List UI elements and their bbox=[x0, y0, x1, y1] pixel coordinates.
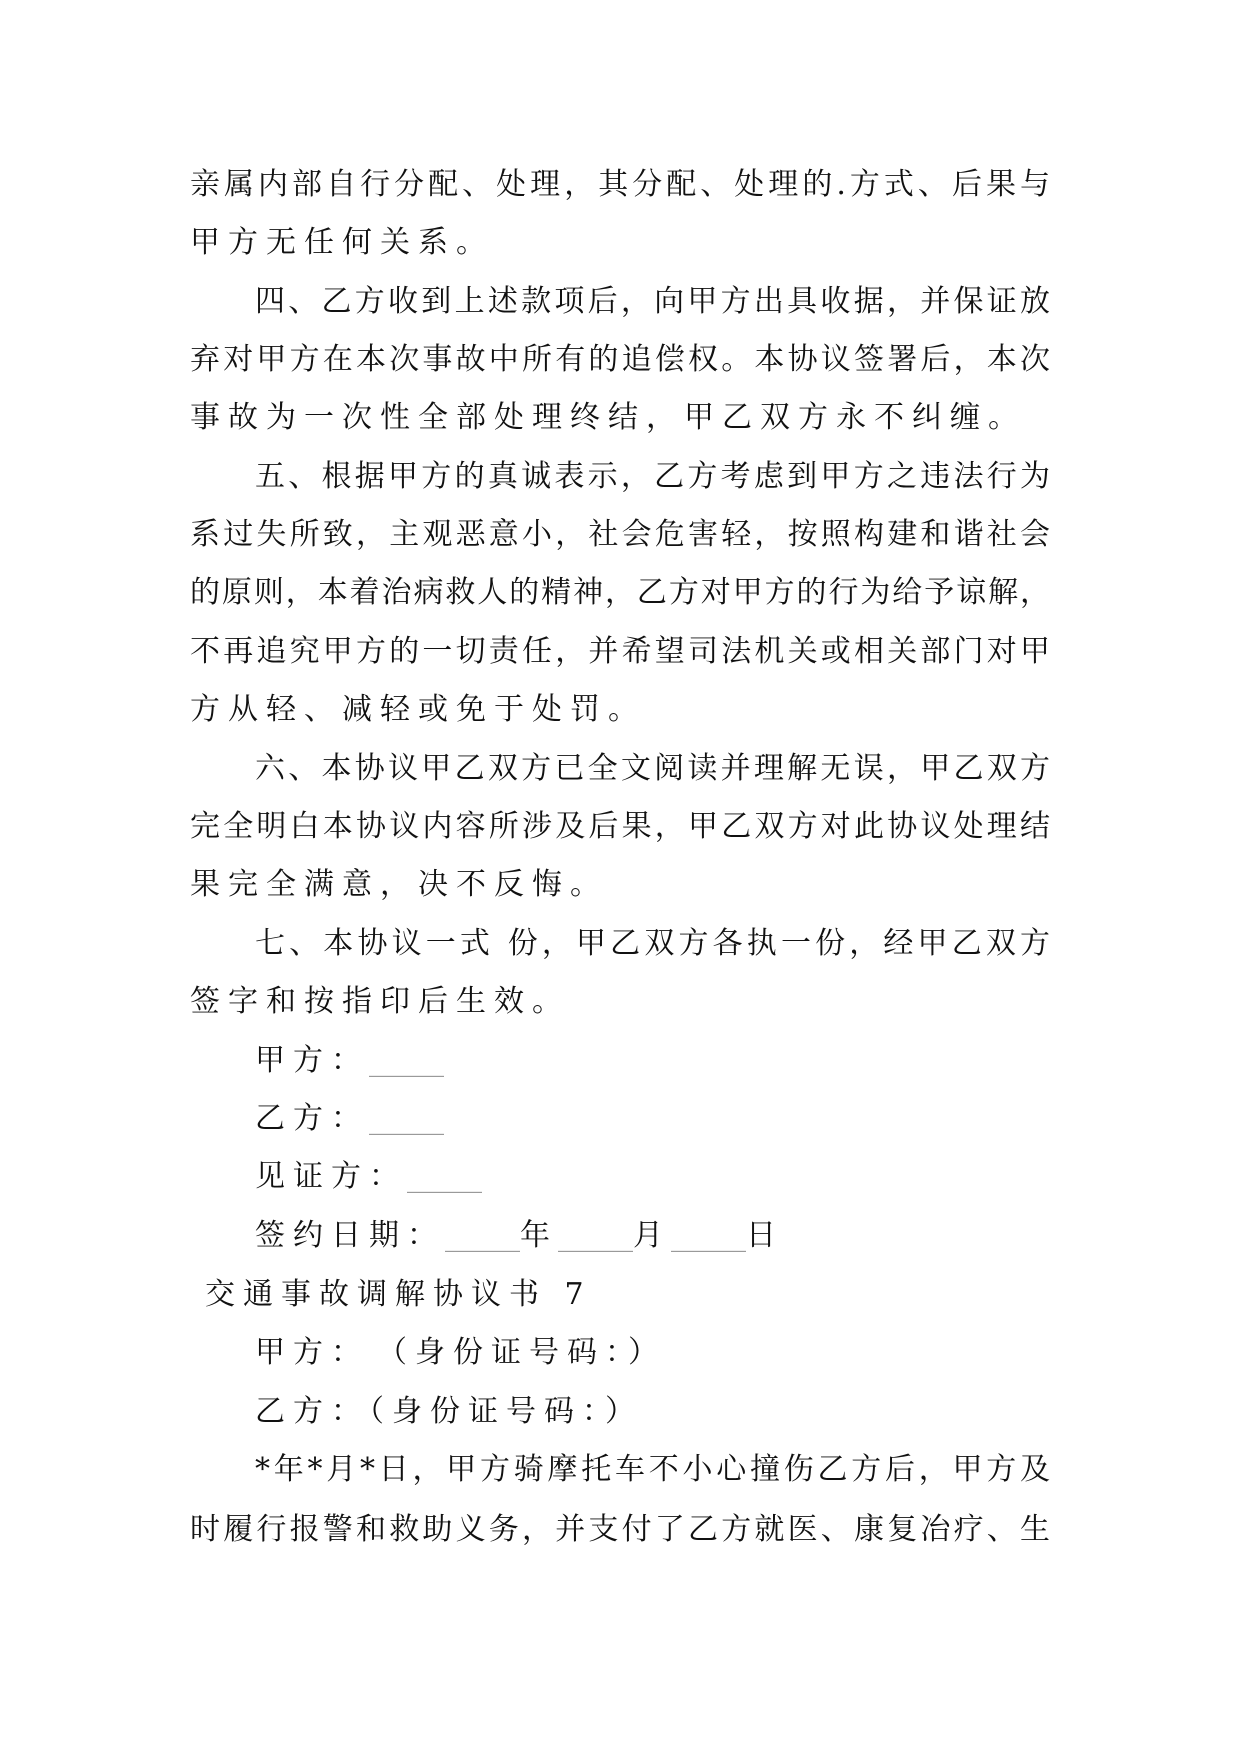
party-a-label: 甲方： bbox=[255, 1043, 369, 1078]
year-label: 年 bbox=[520, 1218, 558, 1253]
blank-field: _____ bbox=[445, 1218, 520, 1253]
clause-4-line: 四、乙方收到上述款项后，向甲方出具收据，并保证放 bbox=[255, 284, 1050, 319]
blank-field: _____ bbox=[369, 1101, 444, 1136]
blank-field: _____ bbox=[369, 1043, 444, 1078]
party-b-label: 乙方： bbox=[255, 1101, 369, 1136]
paragraph-line: 事故为一次性全部处理终结，甲乙双方永不纠缠。 bbox=[190, 400, 1026, 435]
date-label: 签约日期： bbox=[255, 1218, 445, 1253]
paragraph-line: *年*月*日，甲方骑摩托车不小心撞伤乙方后，甲方及 bbox=[255, 1452, 1050, 1487]
clause-6-line: 六、本协议甲乙双方已全文阅读并理解无误，甲乙双方 bbox=[255, 751, 1050, 786]
section-title: 交通事故调解协议书 7 bbox=[205, 1277, 592, 1312]
clause-7-line: 七、本协议一式 份，甲乙双方各执一份，经甲乙双方 bbox=[255, 926, 1050, 961]
blank-field: _____ bbox=[407, 1159, 482, 1194]
clause-5-line: 五、根据甲方的真诚表示，乙方考虑到甲方之违法行为 bbox=[255, 459, 1050, 494]
paragraph-line: 亲属内部自行分配、处理，其分配、处理的.方式、后果与 bbox=[190, 167, 1050, 202]
month-label: 月 bbox=[633, 1218, 671, 1253]
blank-field: _____ bbox=[558, 1218, 633, 1253]
signing-date bbox=[255, 1214, 1050, 1258]
party-a-id-line: 甲方： （身份证号码：） bbox=[255, 1335, 666, 1370]
witness-label: 见证方： bbox=[255, 1159, 407, 1194]
paragraph-line: 方从轻、减轻或免于处罚。 bbox=[190, 692, 646, 727]
paragraph-line: 的原则，本着治病救人的精神，乙方对甲方的行为给予谅解， bbox=[190, 575, 1050, 610]
paragraph-line: 弃对甲方在本次事故中所有的追偿权。本协议签署后，本次 bbox=[190, 342, 1050, 377]
day-label: 日 bbox=[746, 1218, 784, 1253]
paragraph-line: 完全明白本协议内容所涉及后果，甲乙双方对此协议处理结 bbox=[190, 809, 1050, 844]
paragraph-line: 不再追究甲方的一切责任，并希望司法机关或相关部门对甲 bbox=[190, 634, 1050, 669]
party-b-signature bbox=[255, 1097, 1050, 1141]
paragraph-line: 甲方无任何关系。 bbox=[190, 225, 494, 260]
paragraph-line: 时履行报警和救助义务，并支付了乙方就医、康复冶疗、生 bbox=[190, 1512, 1050, 1547]
paragraph-line: 果完全满意，决不反悔。 bbox=[190, 867, 608, 902]
blank-field: _____ bbox=[671, 1218, 746, 1253]
paragraph-line: 系过失所致，主观恶意小，社会危害轻，按照构建和谐社会 bbox=[190, 517, 1050, 552]
party-a-signature bbox=[255, 1039, 1050, 1083]
paragraph-line: 签字和按指印后生效。 bbox=[190, 984, 570, 1019]
party-b-id-line: 乙方：（身份证号码：） bbox=[255, 1394, 643, 1429]
witness-signature bbox=[255, 1155, 1050, 1199]
